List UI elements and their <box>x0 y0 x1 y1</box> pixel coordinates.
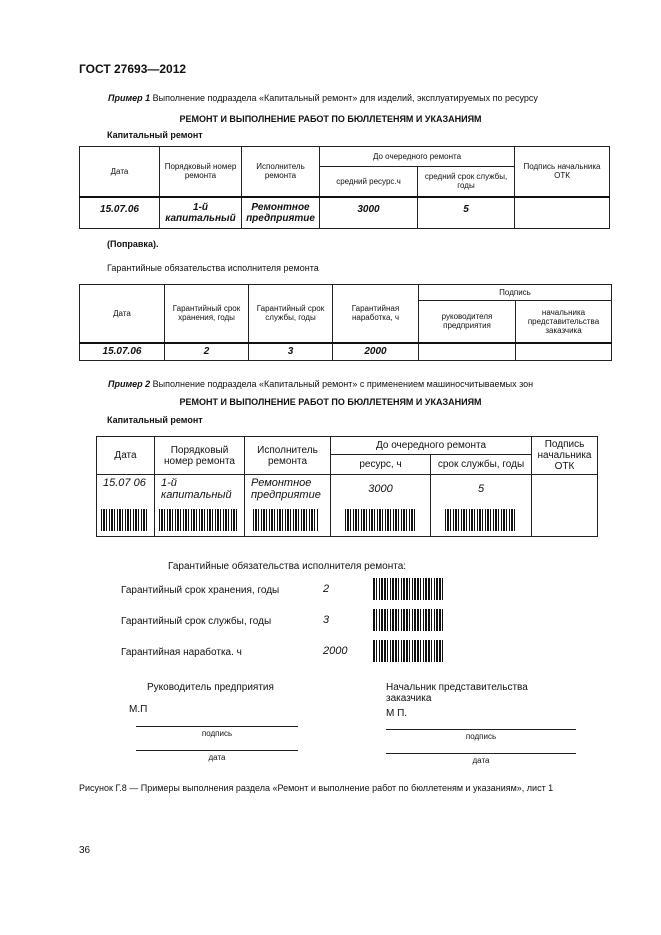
barcode-resource <box>345 509 415 531</box>
t3-header-sign: Подпись начальника ОТК <box>532 437 598 475</box>
example1-subtitle: Капитальный ремонт <box>107 130 203 140</box>
example2-subtitle: Капитальный ремонт <box>107 415 203 425</box>
barcode-service <box>373 609 445 631</box>
t2-row-date: 15.07.06 <box>80 343 165 361</box>
example2-caption <box>108 379 533 389</box>
warranty-hours-value: 2000 <box>323 645 348 657</box>
warranty-title-2: Гарантийные обязательства исполнителя ремонта: <box>168 561 407 572</box>
sign-label-rep: подпись <box>465 732 497 741</box>
warranty-service-label: Гарантийный срок службы, годы <box>121 616 272 627</box>
warranty-title-1: Гарантийные обязательства исполнителя ремонта <box>107 263 319 273</box>
amendment-note: (Поправка). <box>107 239 159 249</box>
barcode-storage <box>373 578 445 600</box>
t3-row-number: 1-й капитальный <box>161 477 232 501</box>
barcode-number <box>159 509 237 531</box>
warranty-storage-value: 2 <box>323 583 330 595</box>
date-label-head: дата <box>208 753 226 762</box>
example1-label: Пример 1 <box>108 93 151 103</box>
t2-row-rep-sign <box>516 343 612 361</box>
barcode-executor <box>253 509 319 531</box>
warranty-service-value: 3 <box>323 614 330 626</box>
t1-header-life: средний срок службы, годы <box>418 167 515 197</box>
date-label-rep: дата <box>472 756 490 765</box>
t2-row-storage: 2 <box>165 343 249 361</box>
date-line-head <box>136 750 298 751</box>
example2-label: Пример 2 <box>108 379 151 389</box>
example2-text: Выполнение подраздела «Капитальный ремонт» с применением машиносчитываемых зон <box>150 379 534 389</box>
example1-caption <box>108 93 538 103</box>
t3-header-resource: ресурс, ч <box>331 455 431 475</box>
stamp-place-2: М П. <box>386 708 408 719</box>
t1-header-resource: средний ресурс.ч <box>320 167 418 197</box>
barcode-life <box>445 509 517 531</box>
t3-row-resource-cell <box>331 475 431 537</box>
document-header: ГОСТ 27693—2012 <box>79 62 187 76</box>
t3-row-date: 15.07 06 <box>103 477 146 489</box>
sign-label-head: подпись <box>201 729 233 738</box>
t3-header-number: Порядковый номер ремонта <box>155 437 245 475</box>
signature-rep-title: Начальник представительства заказчика <box>386 682 528 704</box>
t2-header-rep: начальника представительства заказчика <box>516 301 612 343</box>
warranty-table <box>79 284 612 361</box>
t1-header-number: Порядковый номер ремонта <box>160 147 242 197</box>
t2-row-hours: 2000 <box>333 343 419 361</box>
t3-row-date-cell <box>97 475 155 537</box>
warranty-storage-label: Гарантийный срок хранения, годы <box>121 585 280 596</box>
t2-header-head: руководителя предприятия <box>419 301 516 343</box>
t1-header-sign: Подпись начальника ОТК <box>515 147 610 197</box>
t3-row-sign <box>532 475 598 537</box>
t1-row-resource: 3000 <box>320 197 418 229</box>
figure-caption: Рисунок Г.8 — Примеры выполнения раздела «Ремонт и выполнение работ по бюллетеням и указаниям», лист 1 <box>79 783 554 793</box>
sign-line-head <box>136 726 298 727</box>
t1-header-date: Дата <box>80 147 160 197</box>
t3-row-resource: 3000 <box>368 483 393 495</box>
example1-title: РЕМОНТ И ВЫПОЛНЕНИЕ РАБОТ ПО БЮЛЛЕТЕНЯМ И УКАЗАНИЯМ <box>179 114 482 124</box>
t2-header-hours: Гарантийная наработка, ч <box>333 285 419 343</box>
t1-header-executor: Исполнитель ремонта <box>242 147 320 197</box>
t2-header-sign: Подпись <box>419 285 612 301</box>
barcode-date <box>101 509 149 531</box>
t3-row-executor: Ремонтное предприятие <box>251 477 321 501</box>
t3-row-life-cell <box>431 475 532 537</box>
t3-header-next: До очередного ремонта <box>331 437 532 455</box>
t3-row-executor-cell <box>245 475 331 537</box>
t3-row-number-cell <box>155 475 245 537</box>
repair-table-1 <box>79 146 610 229</box>
example1-text: Выполнение подраздела «Капитальный ремонт» для изделий, эксплуатируемых по ресурсу <box>150 93 538 103</box>
signature-head-title: Руководитель предприятия <box>147 682 274 693</box>
barcode-hours <box>373 640 445 662</box>
t3-header-executor: Исполнитель ремонта <box>245 437 331 475</box>
t2-header-storage: Гарантийный срок хранения, годы <box>165 285 249 343</box>
t2-header-date: Дата <box>80 285 165 343</box>
date-line-rep <box>386 753 576 754</box>
t2-row-service: 3 <box>249 343 333 361</box>
stamp-place-1: М.П <box>129 704 148 715</box>
t3-header-date: Дата <box>97 437 155 475</box>
repair-table-2 <box>96 436 598 537</box>
sign-line-rep <box>386 729 576 730</box>
t1-row-date: 15.07.06 <box>80 197 160 229</box>
t3-row-life: 5 <box>477 483 485 495</box>
t1-row-sign <box>515 197 610 229</box>
t1-header-next: До очередного ремонта <box>320 147 515 167</box>
example2-title: РЕМОНТ И ВЫПОЛНЕНИЕ РАБОТ ПО БЮЛЛЕТЕНЯМ И УКАЗАНИЯМ <box>179 397 482 407</box>
t3-header-life: срок службы, годы <box>431 455 532 475</box>
t2-header-service: Гарантийный срок службы, годы <box>249 285 333 343</box>
warranty-hours-label: Гарантийная наработка. ч <box>121 647 242 658</box>
t2-row-head-sign <box>419 343 516 361</box>
page-number: 36 <box>79 845 91 856</box>
t1-row-executor: Ремонтное предприятие <box>242 197 320 229</box>
t1-row-number: 1-й капитальный <box>160 197 242 229</box>
t1-row-life: 5 <box>418 197 515 229</box>
